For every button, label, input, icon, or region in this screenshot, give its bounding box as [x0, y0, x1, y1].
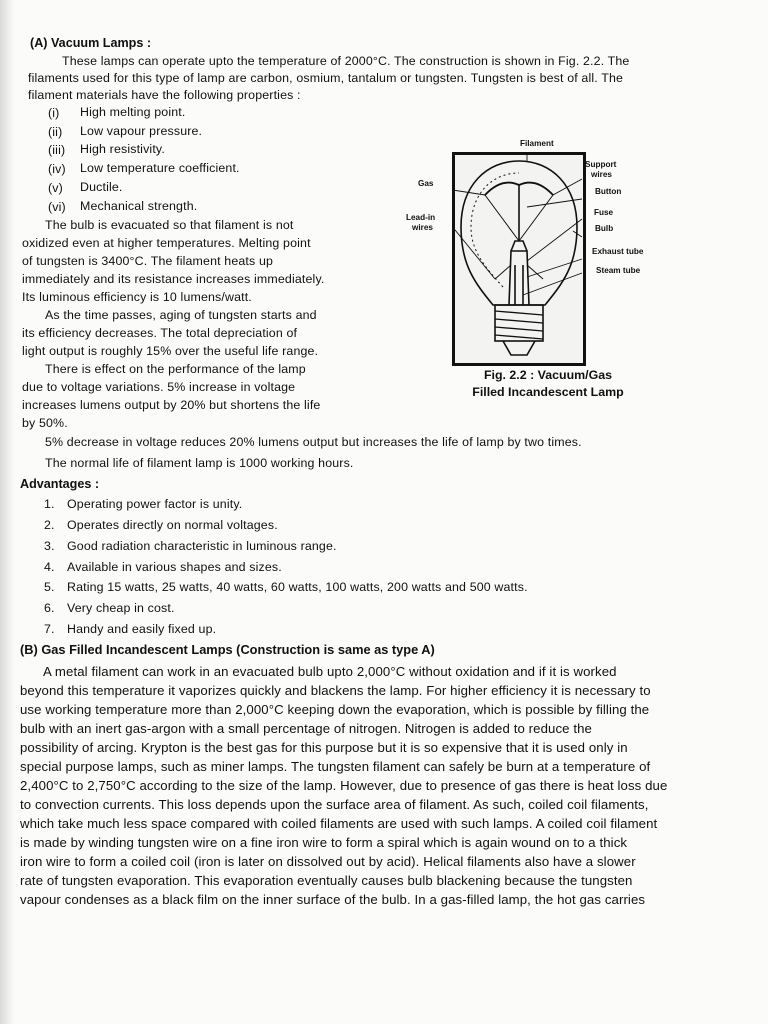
intro-line-2: filaments used for this type of lamp are carbon, osmium, tantalum or tungsten. Tungsten is best of all. The: [28, 71, 624, 85]
label-bulb: Bulb: [595, 224, 614, 233]
text-line: beyond this temperature it vaporizes quickly and blackens the lamp. For higher efficiency it is necessary to: [20, 683, 651, 698]
text-line: Its luminous efficiency is 10 lumens/watt.: [22, 290, 252, 304]
label-fuse: Fuse: [594, 208, 614, 217]
text-line: use working temperature more than 2,000°C keeping down the evaporation, which is possible by filling the: [20, 702, 650, 717]
paragraph-voltage-decrease: 5% decrease in voltage reduces 20% lumens output but increases the life of lamp by two times.: [45, 435, 582, 449]
section-b-heading: (B) Gas Filled Incandescent Lamps (Construction is same as type A): [20, 642, 435, 657]
advantage-num: 6.: [44, 601, 55, 615]
label-lead-in-1: Lead-in: [406, 213, 436, 222]
advantage-text: Very cheap in cost.: [67, 601, 175, 615]
text-line: is made by winding tungsten wire on a fine iron wire to form a spiral which is again wound on to a thick: [20, 835, 628, 850]
text-line: bulb with an inert gas-argon with a small percentage of nitrogen. Nitrogen is added to reduce the: [20, 721, 592, 736]
advantage-text: Available in various shapes and sizes.: [67, 560, 282, 574]
property-num: (iii): [48, 143, 66, 157]
paragraph-normal-life: The normal life of filament lamp is 1000 working hours.: [45, 456, 354, 470]
property-num: (iv): [48, 162, 66, 176]
label-filament: Filament: [520, 139, 554, 148]
property-num: (i): [48, 106, 60, 120]
label-steam-tube: Steam tube: [596, 266, 641, 275]
property-num: (ii): [48, 125, 63, 139]
incandescent-lamp-illustration: [455, 155, 583, 363]
property-text: High melting point.: [80, 105, 186, 119]
text-line: iron wire to form a coiled coil (iron is later on dissolved out by acid). Helical filaments also have a slower: [20, 854, 636, 869]
advantages-heading: Advantages :: [20, 477, 100, 491]
intro-line-3: filament materials have the following properties :: [28, 88, 301, 102]
text-line: to convection currents. This loss depends upon the surface area of filament. As such, coiled coil filaments,: [20, 797, 649, 812]
advantage-num: 5.: [44, 580, 55, 594]
text-line: immediately and its resistance increases immediately.: [22, 272, 325, 286]
text-line: As the time passes, aging of tungsten starts and: [45, 308, 317, 322]
label-support-wires-2: wires: [591, 170, 612, 179]
text-line: rate of tungsten evaporation. This evaporation eventually causes bulb blackening because the tungsten: [20, 873, 633, 888]
advantage-num: 2.: [44, 518, 55, 532]
lamp-figure: [452, 152, 586, 366]
property-num: (vi): [48, 200, 66, 214]
text-line: oxidized even at higher temperatures. Melting point: [22, 236, 311, 250]
text-line: by 50%.: [22, 416, 68, 430]
advantage-text: Operating power factor is unity.: [67, 497, 243, 511]
advantage-text: Good radiation characteristic in luminous range.: [67, 539, 337, 553]
text-line: light output is roughly 15% over the useful life range.: [22, 344, 319, 358]
text-line: increases lumens output by 20% but shortens the life: [22, 398, 321, 412]
text-line: its efficiency decreases. The total depreciation of: [22, 326, 298, 340]
property-text: Low vapour pressure.: [80, 124, 203, 138]
figure-caption-line-1: Fig. 2.2 : Vacuum/Gas: [483, 368, 613, 382]
text-line: A metal filament can work in an evacuated bulb upto 2,000°C without oxidation and if it is worked: [43, 664, 617, 679]
property-text: High resistivity.: [80, 142, 165, 156]
section-a-heading: (A) Vacuum Lamps :: [30, 36, 152, 50]
intro-line-1: These lamps can operate upto the temperature of 2000°C. The construction is shown in Fig. 2.2. The: [62, 54, 630, 68]
advantage-num: 4.: [44, 560, 55, 574]
label-exhaust-tube: Exhaust tube: [592, 247, 644, 256]
property-text: Low temperature coefficient.: [80, 161, 240, 175]
text-line: due to voltage variations. 5% increase in voltage: [22, 380, 296, 394]
text-line: which take much less space compared with coiled filaments are used with such lamps. A coiled coil filament: [20, 816, 658, 831]
text-line: 2,400°C to 2,750°C according to the size of the lamp. However, due to presence of gas there is heat loss due: [20, 778, 668, 793]
advantage-num: 7.: [44, 622, 55, 636]
property-num: (v): [48, 181, 63, 195]
label-lead-in-2: wires: [412, 223, 433, 232]
advantage-text: Rating 15 watts, 25 watts, 40 watts, 60 watts, 100 watts, 200 watts and 500 watts.: [67, 580, 528, 594]
text-line: of tungsten is 3400°C. The filament heats up: [22, 254, 274, 268]
figure-caption-line-2: Filled Incandescent Lamp: [472, 385, 624, 399]
scan-edge-shadow: [0, 0, 14, 1024]
text-line: The bulb is evacuated so that filament is not: [45, 218, 294, 232]
advantage-text: Operates directly on normal voltages.: [67, 518, 278, 532]
property-text: Ductile.: [80, 180, 123, 194]
property-text: Mechanical strength.: [80, 199, 198, 213]
advantage-text: Handy and easily fixed up.: [67, 622, 217, 636]
label-support-wires-1: Support: [585, 160, 617, 169]
label-button: Button: [595, 187, 622, 196]
label-gas: Gas: [418, 179, 434, 188]
text-line: possibility of arcing. Krypton is the best gas for this purpose but it is so expensive that it is used only in: [20, 740, 628, 755]
text-line: There is effect on the performance of the lamp: [45, 362, 306, 376]
text-line: special purpose lamps, such as miner lamps. The tungsten filament can safely be burn at a temperature of: [20, 759, 651, 774]
text-line: vapour condenses as a black film on the inner surface of the bulb. In a gas-filled lamp, the hot gas carries: [20, 892, 646, 907]
advantage-num: 1.: [44, 497, 55, 511]
advantage-num: 3.: [44, 539, 55, 553]
